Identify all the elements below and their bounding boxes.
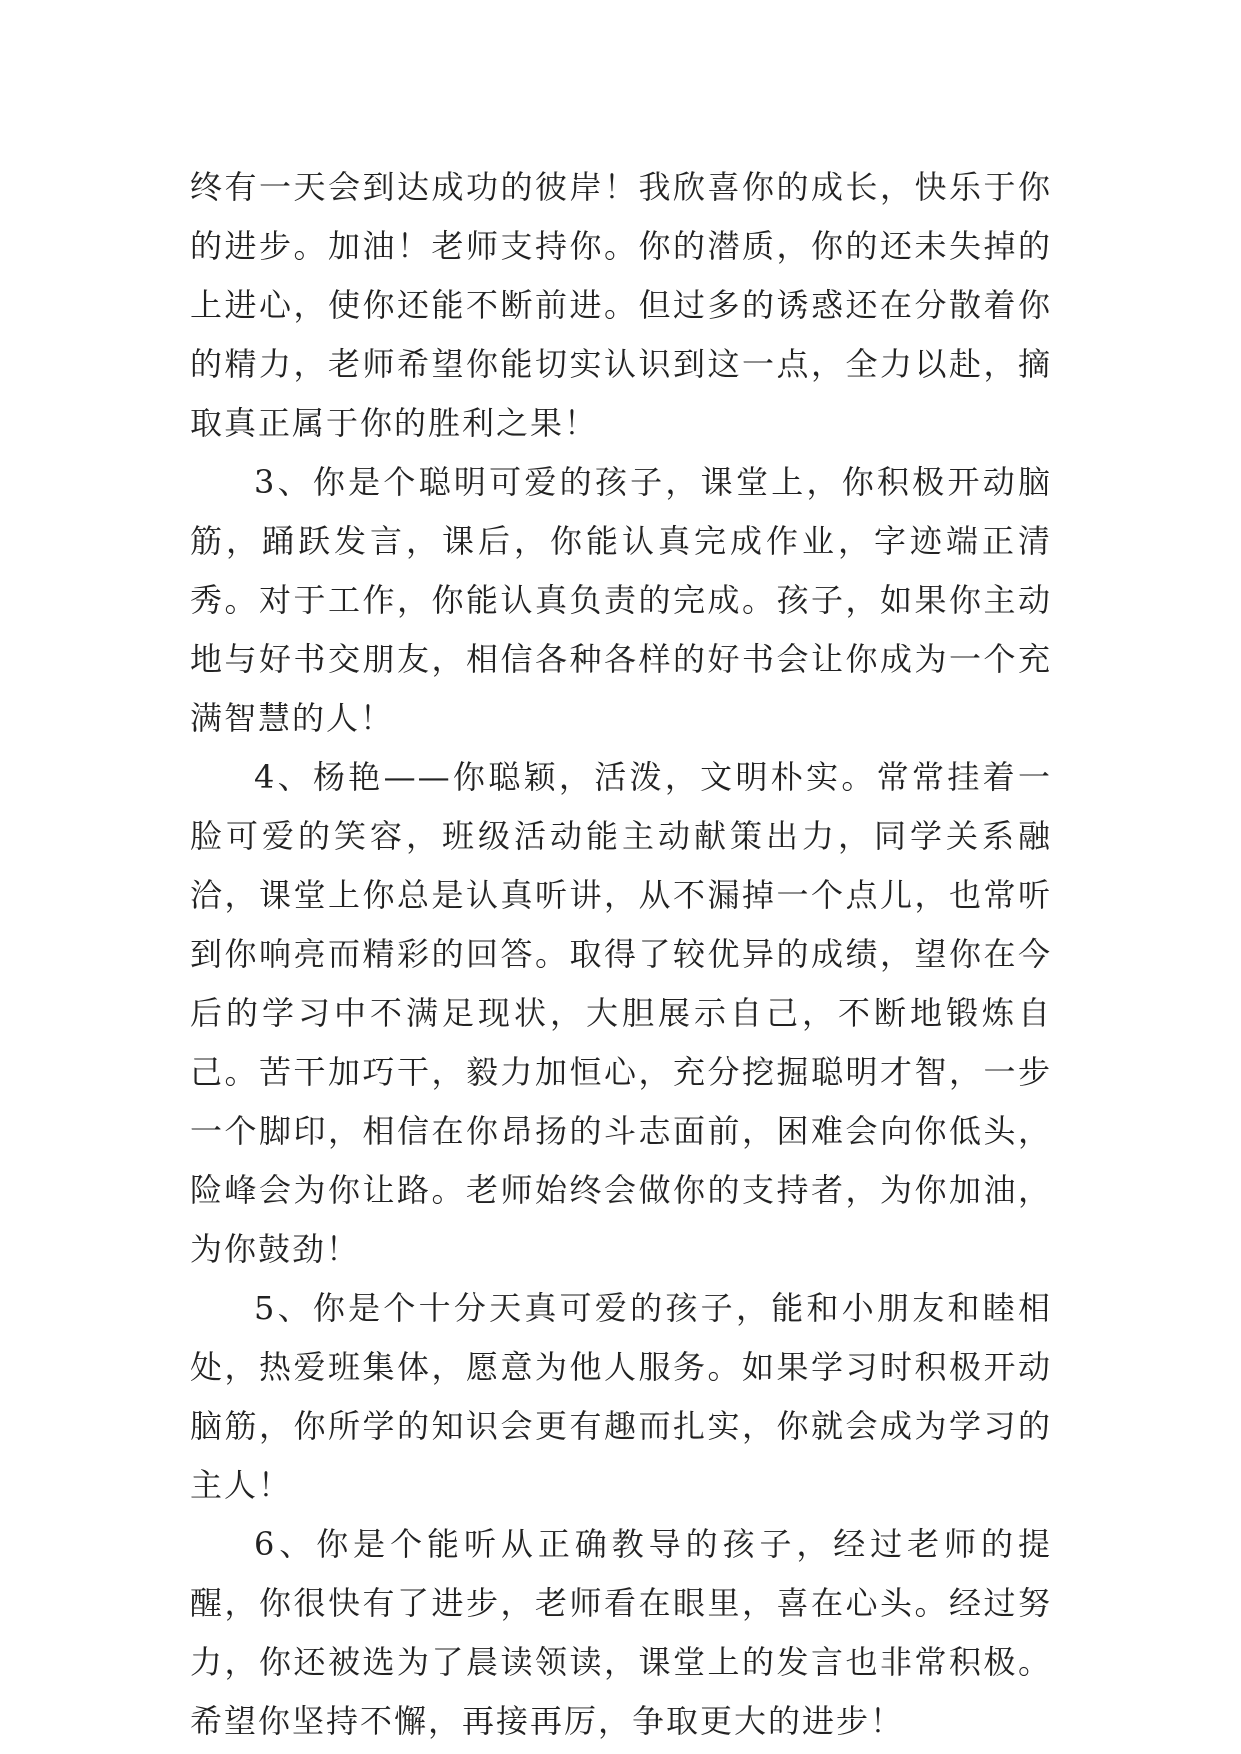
paragraph-comment-6: 6、你是个能听从正确教导的孩子，经过老师的提醒，你很快有了进步，老师看在眼里，喜在心头。经过努力，你还被选为了晨读领读，课堂上的发言也非常积极。希望你坚持不懈，再接再厉，争取更大的进步！ <box>190 1525 1052 1740</box>
document-body <box>190 158 1052 1751</box>
paragraph-comment-5: 5、你是个十分天真可爱的孩子，能和小朋友和睦相处，热爱班集体，愿意为他人服务。如果学习时积极开动脑筋，你所学的知识会更有趣而扎实，你就会成为学习的主人！ <box>190 1289 1052 1504</box>
paragraph-continuation: 终有一天会到达成功的彼岸！我欣喜你的成长，快乐于你的进步。加油！老师支持你。你的潜质，你的还未失掉的上进心，使你还能不断前进。但过多的诱惑还在分散着你的精力，老师希望你能切实认识到这一点，全力以赴，摘取真正属于你的胜利之果！ <box>190 168 1052 442</box>
paragraph-comment-4: 4、杨艳——你聪颖，活泼，文明朴实。常常挂着一脸可爱的笑容，班级活动能主动献策出力，同学关系融洽，课堂上你总是认真听讲，从不漏掉一个点儿，也常听到你响亮而精彩的回答。取得了较优异的成绩，望你在今后的学习中不满足现状，大胆展示自己，不断地锻炼自己。苦干加巧干，毅力加恒心，充分挖掘聪明才智，一步一个脚印，相信在你昂扬的斗志面前，困难会向你低头，险峰会为你让路。老师始终会做你的支持者，为你加油，为你鼓劲！ <box>190 758 1052 1268</box>
paragraph-comment-3: 3、你是个聪明可爱的孩子，课堂上，你积极开动脑筋，踊跃发言，课后，你能认真完成作业，字迹端正清秀。对于工作，你能认真负责的完成。孩子，如果你主动地与好书交朋友，相信各种各样的好书会让你成为一个充满智慧的人！ <box>190 463 1052 737</box>
